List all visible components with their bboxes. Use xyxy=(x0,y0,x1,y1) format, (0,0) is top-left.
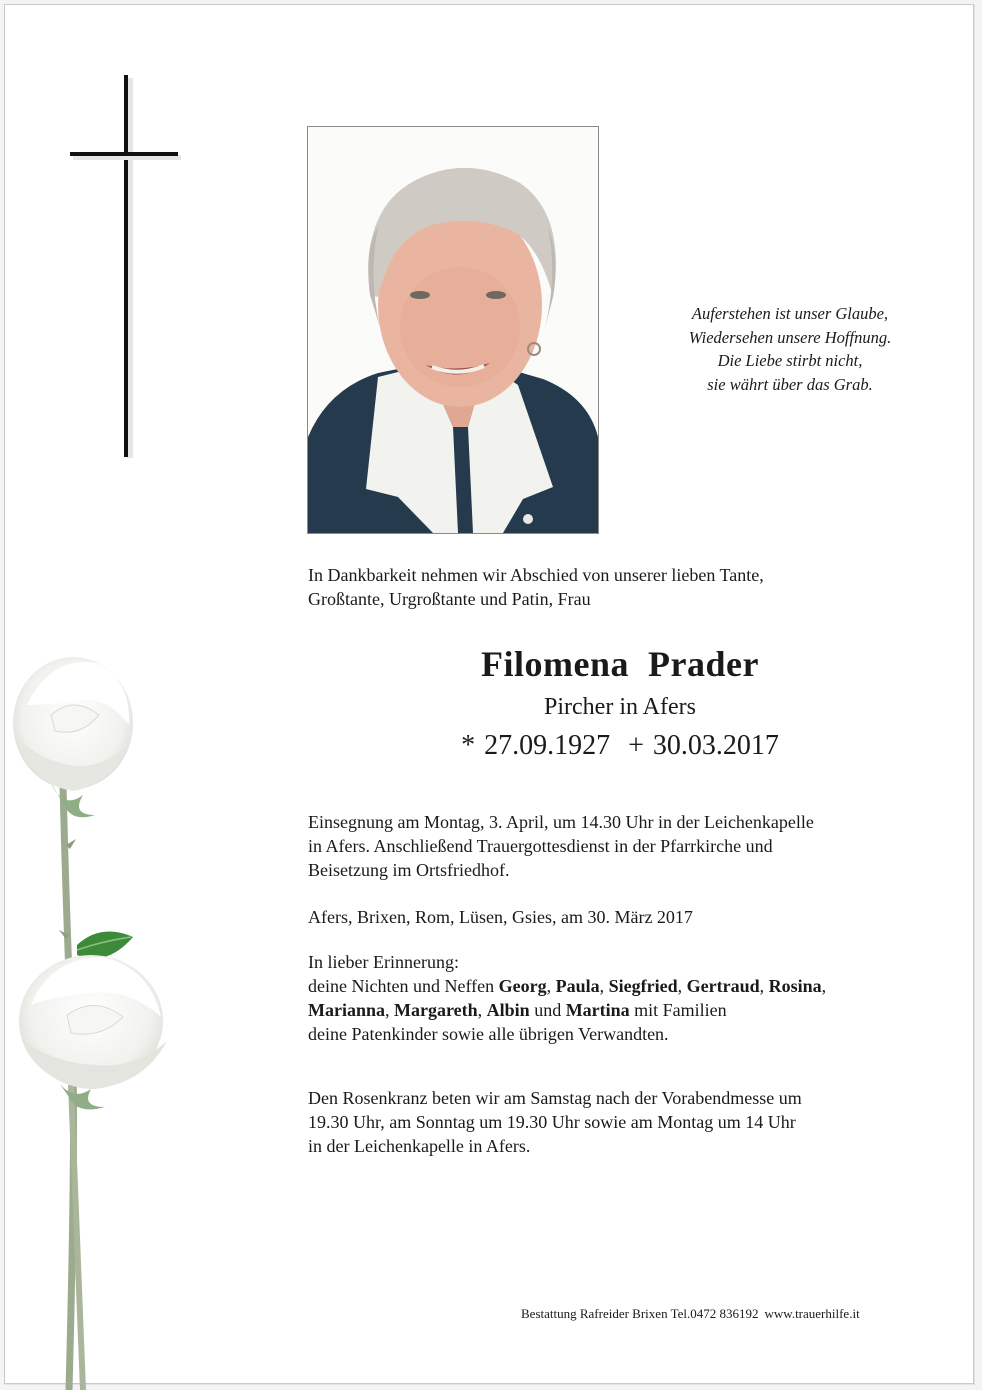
cross-icon xyxy=(65,75,185,465)
mourners-text xyxy=(308,950,831,1046)
obituary-sheet xyxy=(4,4,974,1384)
separator: , xyxy=(477,1000,487,1020)
intro-line: Großtante, Urgroßtante und Patin, Frau xyxy=(308,589,591,609)
life-dates xyxy=(307,730,933,762)
mourner-name: Albin xyxy=(486,1000,530,1020)
rosary-line: in der Leichenkapelle in Afers. xyxy=(308,1136,531,1156)
memory-line xyxy=(308,998,831,1022)
mourner-name: Georg xyxy=(498,976,547,996)
mourner-name: Rosina xyxy=(768,976,822,996)
funeral-line: in Afers. Anschließend Trauergottesdienst in der Pfarrkirche und xyxy=(308,836,773,856)
separator: , xyxy=(677,976,687,996)
intro-text xyxy=(308,563,764,611)
funeral-line: Einsegnung am Montag, 3. April, um 14.30 Uhr in der Leichenkapelle xyxy=(308,812,814,832)
funeral-line: Beisetzung im Ortsfriedhof. xyxy=(308,860,510,880)
memory-line xyxy=(308,974,831,998)
memory-suffix: mit Familien xyxy=(629,1000,727,1020)
undertaker-contact: Bestattung Rafreider Brixen Tel.0472 836192 xyxy=(521,1306,759,1321)
separator: , xyxy=(385,1000,395,1020)
memory-line: deine Patenkinder sowie alle übrigen Verwandten. xyxy=(308,1024,669,1044)
mourner-name: Margareth xyxy=(394,1000,478,1020)
separator: , xyxy=(599,976,609,996)
website-link[interactable]: www.trauerhilfe.it xyxy=(764,1306,860,1321)
verse-line: Die Liebe stirbt nicht, xyxy=(717,351,863,370)
rosary-line: 19.30 Uhr, am Sonntag um 19.30 Uhr sowie am Montag um 14 Uhr xyxy=(308,1112,796,1132)
mourner-name: Gertraud xyxy=(686,976,760,996)
mourner-name: Siegfried xyxy=(608,976,678,996)
verse-line: Wiedersehen unsere Hoffnung. xyxy=(688,327,892,347)
verse-line: Auferstehen ist unser Glaube, xyxy=(691,304,889,323)
verse xyxy=(625,302,955,396)
mourner-name: Marianna xyxy=(308,1000,386,1020)
rosary-line: Den Rosenkranz beten wir am Samstag nach der Vorabendmesse um xyxy=(308,1088,802,1108)
rosary-text xyxy=(308,1086,802,1158)
deceased-subname: Pircher in Afers xyxy=(544,694,696,720)
memory-prefix: deine Nichten und Neffen xyxy=(308,976,499,996)
portrait-photo xyxy=(307,126,599,534)
place-date: Afers, Brixen, Rom, Lüsen, Gsies, am 30. März 2017 xyxy=(308,907,693,927)
separator: , xyxy=(759,976,769,996)
separator: , xyxy=(546,976,556,996)
deceased-name: Filomena Prader xyxy=(481,644,759,684)
conjunction: und xyxy=(529,1000,566,1020)
birth-date: * 27.09.1927 xyxy=(461,730,611,761)
funeral-text xyxy=(308,810,814,882)
mourner-name: Martina xyxy=(565,1000,630,1020)
death-date: + 30.03.2017 xyxy=(628,730,779,761)
memory-heading: In lieber Erinnerung: xyxy=(308,952,459,972)
verse-line: sie währt über das Grab. xyxy=(707,374,873,394)
intro-line: In Dankbarkeit nehmen wir Abschied von unserer lieben Tante, xyxy=(308,565,764,585)
mourner-name: Paula xyxy=(555,976,600,996)
separator: , xyxy=(821,976,831,996)
footer xyxy=(521,1306,860,1322)
white-roses-image xyxy=(11,645,191,1390)
